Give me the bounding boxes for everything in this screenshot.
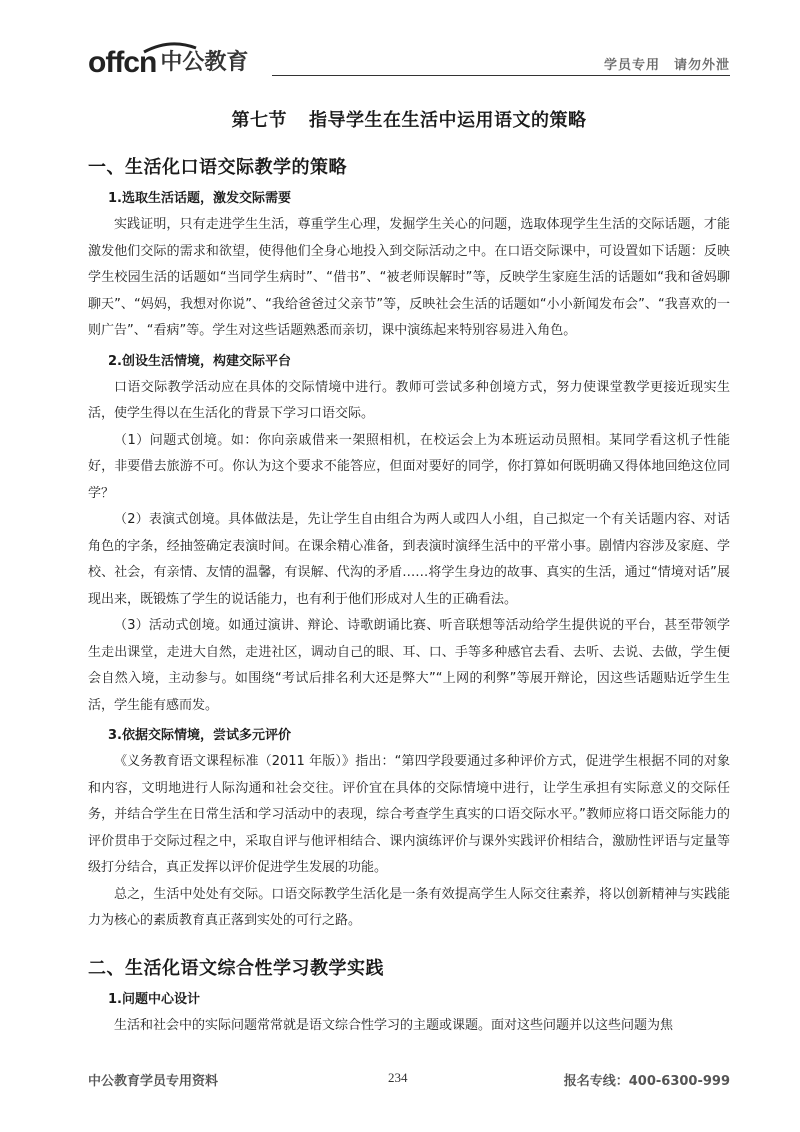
header-note-1: 学员专用	[603, 58, 660, 73]
part1-heading: 一、生活化口语交际教学的策略	[88, 157, 347, 178]
paragraph: 《义务教育语文课程标准（2011 年版）》指出：“第四学段要通过多种评价方式，促进学生根据不同的对象和内容，文明地进行人际沟通和社会交往。评价宜在具体的交际情境中进行，让学生承担有实际意义的交际任务，并结合学生在日常生活和学习活动中的表现，综合考查学生真实的口语交际水平。”教师应将口语交际能力的评价贯串于交际过程之中，采取自评与他评相结合、课内演练评价与课外实践评价相结合，激励性评语与定量等级打分结合，真正发挥以评价促进学生发展的功能。	[88, 754, 730, 875]
part1-subheading-3: 3.依据交际情境，尝试多元评价	[108, 728, 291, 743]
paragraph: （1）问题式创境。如：你向亲戚借来一架照相机，在校运会上为本班运动员照相。某同学看这机子性能好，非要借去旅游不可。你认为这个要求不能答应，但面对要好的同学，你打算如何既明确又得体地回绝这位同学？	[88, 432, 730, 501]
header-note-2: 请勿外泄	[673, 58, 730, 73]
part1-subheading-2: 2.创设生活情境，构建交际平台	[108, 353, 291, 369]
page-header	[88, 40, 730, 80]
section-number: 第七节	[231, 110, 287, 131]
footer-label: 中公教育学员专用资料	[88, 1074, 219, 1089]
part1-subheading-1: 1.选取生活话题，激发交际需要	[108, 191, 291, 206]
paragraph: 口语交际教学活动应在具体的交际情境中进行。教师可尝试多种创境方式，努力使课堂教学更接近现实生活，使学生得以在生活化的背景下学习口语交际。	[88, 379, 730, 421]
footer-hotline: 报名专线：400-6300-999	[563, 1074, 730, 1089]
paragraph: （2）表演式创境。具体做法是，先让学生自由组合为两人或四人小组，自己拟定一个有关话题内容、对话角色的字条，经抽签确定表演时间。在课余精心准备，到表演时演绎生活中的平常小事。剧情内容涉及家庭、学校、社会，有亲情、友情的温馨，有误解、代沟的矛盾……将学生身边的故事、真实的生活，通过“情境对话”展现出来，既锻炼了学生的说话能力，也有利于他们形成对人生的正确看法。	[88, 512, 730, 607]
paragraph: 实践证明，只有走进学生生活，尊重学生心理，发掘学生关心的问题，选取体现学生生活的交际话题，才能激发他们交际的需求和欲望，使得他们全身心地投入到交际活动之中。在口语交际课中，可设置如下话题：反映学生校园生活的话题如“当同学生病时”、“借书”、“被老师误解时”等，反映学生家庭生活的话题如“我和爸妈聊聊天”、“妈妈，我想对你说”、“我给爸爸过父亲节”等，反映社会生活的话题如“小小新闻发布会”、“我喜欢的一则广告”、“看病”等。学生对这些话题熟悉而亲切，课中演练起来特别容易进入角色。	[88, 217, 730, 338]
header-note	[604, 54, 730, 73]
paragraph: 生活和社会中的实际问题常常就是语文综合性学习的主题或课题。面对这些问题并以这些问题为焦	[114, 1017, 674, 1033]
section-name: 指导学生在生活中运用语文的策略	[309, 110, 587, 131]
header-divider	[272, 75, 730, 76]
section-title	[88, 108, 730, 134]
page-number: 234	[388, 1070, 408, 1085]
paragraph: （3）活动式创境。如通过演讲、辩论、诗歌朗诵比赛、听音联想等活动给学生提供说的平台，甚至带领学生走出课堂，走进大自然，走进社区，调动自己的眼、耳、口、手等多种感官去看、去听、去说、去做，学生便会自然入境，主动参与。如围绕“考试后排名利大还是弊大”“上网的利弊”等展开辩论，因这些话题贴近学生生活，学生能有感而发。	[88, 618, 730, 713]
page-body	[88, 100, 730, 1039]
part2-heading: 二、生活化语文综合性学习教学实践	[88, 957, 384, 979]
paragraph: 总之，生活中处处有交际。口语交际教学生活化是一条有效提高学生人际交往素养，将以创新精神与实践能力为核心的素质教育真正落到实处的可行之路。	[88, 886, 730, 928]
logo-text-en: offcn	[88, 46, 157, 79]
logo-arc-icon	[140, 40, 200, 54]
logo-text-cn: 中公教育	[160, 50, 249, 75]
page-footer	[88, 1070, 730, 1090]
part2-subheading-1: 1.问题中心设计	[108, 991, 200, 1007]
